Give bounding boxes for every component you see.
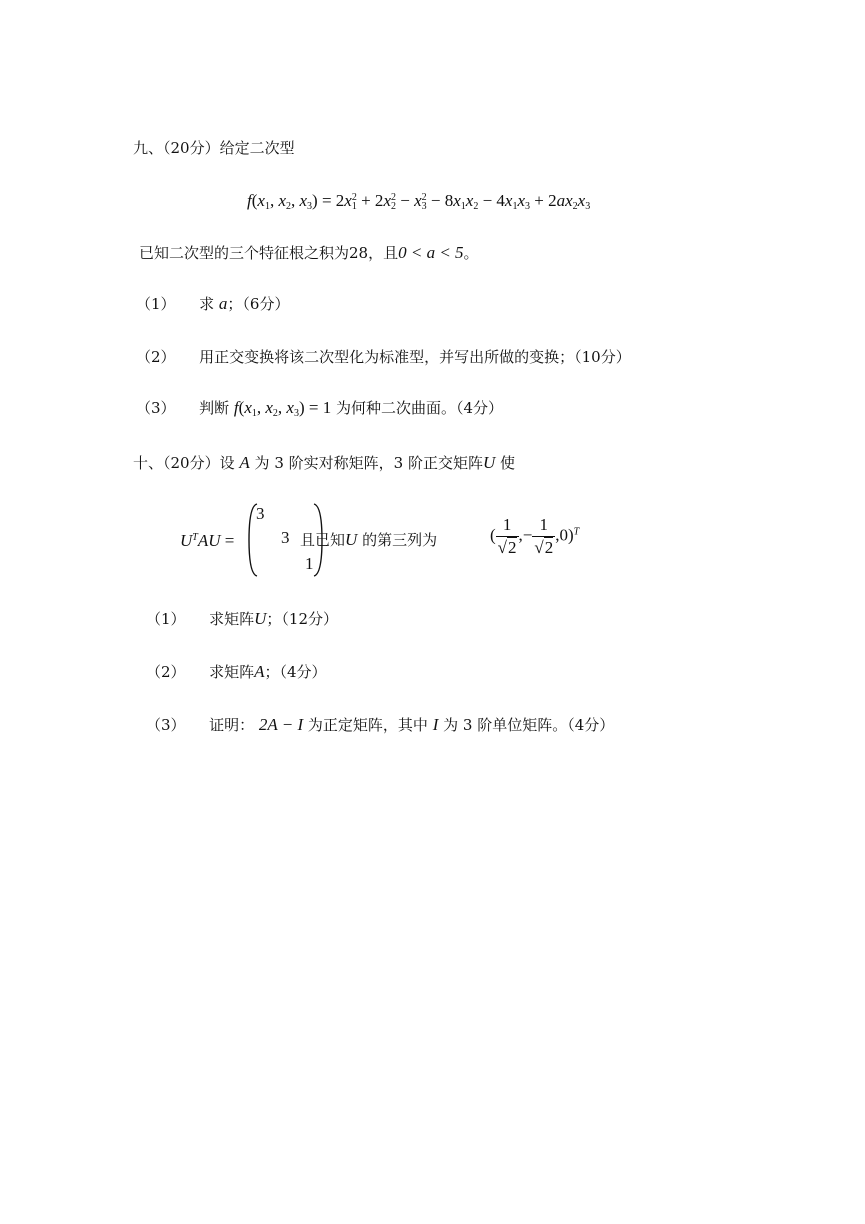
q9-sub1-b: ；（6分） <box>227 295 290 313</box>
q10-vector: ( $\frac{1}{√2}$ ,− $\frac{1}{√2}$ ,0)$^T$ <box>490 515 580 557</box>
q10-sub2-var: A <box>254 662 265 681</box>
matrix-entry-3: 1 <box>305 554 314 573</box>
q9-condition <box>139 243 479 263</box>
q10-sub3-c: 为 3 阶单位矩阵。（4分） <box>443 716 615 734</box>
q10-sub3-expr: 2A − I <box>258 715 304 734</box>
q9-condition-end: 。 <box>463 244 479 262</box>
q10-title-b: 为 3 阶实对称矩阵，3 阶正交矩阵 <box>254 454 483 472</box>
q9-sub3 <box>136 398 503 424</box>
q9-sub3-expr: $f(x_1$, $x_2$, $x_3) = 1$ <box>233 398 332 419</box>
q10-sub3-b: 为正定矩阵，其中 <box>307 716 428 734</box>
q9-sub1-num: （1） <box>136 295 176 313</box>
q10-title <box>133 453 515 473</box>
q10-known-b: 的第三列为 <box>362 531 438 549</box>
q9-condition-text: 已知二次型的三个特征根之积为28，且 <box>139 244 399 262</box>
q10-title-c: 使 <box>500 454 516 472</box>
q9-sub3-b: 为何种二次曲面。（4分） <box>336 399 504 417</box>
q10-sub2-num: （2） <box>146 663 186 681</box>
q10-sub3-a: 证明： <box>209 716 255 734</box>
matrix-entry-2: 3 <box>281 528 290 547</box>
q10-sub1-var: U <box>254 609 267 628</box>
q10-sub3-var-I: I <box>432 715 439 734</box>
q9-sub3-eq-one: = 1 <box>308 398 332 417</box>
vec-frac-2: $\frac{1}{√2}$ <box>534 515 554 557</box>
q10-title-a: 十、（20分）设 <box>133 454 235 472</box>
q9-sub1 <box>136 294 289 314</box>
q9-condition-math: 0 < a < 5 <box>398 243 464 262</box>
q10-sub3-num: （3） <box>146 716 186 734</box>
q9-title: 九、（20分）给定二次型 <box>133 139 295 157</box>
q10-known <box>300 530 437 550</box>
vec-transpose: T <box>573 526 580 538</box>
vec-tail: ,0) <box>555 525 574 545</box>
q10-sub2-b: ；（4分） <box>264 663 327 681</box>
q10-sub2-a: 求矩阵 <box>209 663 255 681</box>
q9-quadratic-form: $f(x_1$, $x_2$, $x_3) = 2x_1^2 + 2x_2^2 - x_3^2 - 8x_1x_2 - 4x_1x_3 + 2ax_2x_3$ <box>247 191 591 212</box>
q9-sub1-a: 求 <box>199 295 215 313</box>
q10-sub2 <box>146 662 327 682</box>
q10-sub1 <box>146 609 338 629</box>
q10-var-U: U <box>482 453 496 472</box>
q10-var-A: A <box>239 453 250 472</box>
q9-sub2-num: （2） <box>136 348 176 366</box>
q10-sub1-b: ；（12分） <box>266 610 338 628</box>
q10-lhs: $U^TAU$ = <box>180 531 235 550</box>
q9-sub1-var: a <box>218 294 228 313</box>
vec-frac-1: $\frac{1}{√2}$ <box>497 515 517 557</box>
q9-sub3-a: 判断 <box>199 399 230 417</box>
q9-sub2 <box>136 347 631 367</box>
q10-sub1-num: （1） <box>146 610 186 628</box>
q9-sub3-num: （3） <box>136 399 176 417</box>
q10-known-a: 且已知 <box>300 531 346 549</box>
q9-sub2-text: 用正交变换将该二次型化为标准型，并写出所做的变换；（10分） <box>199 348 631 366</box>
q10-sub1-a: 求矩阵 <box>209 610 255 628</box>
q10-known-var-U: U <box>345 530 358 549</box>
q10-sub3 <box>146 715 614 735</box>
matrix-entry-1: 3 <box>256 504 265 523</box>
